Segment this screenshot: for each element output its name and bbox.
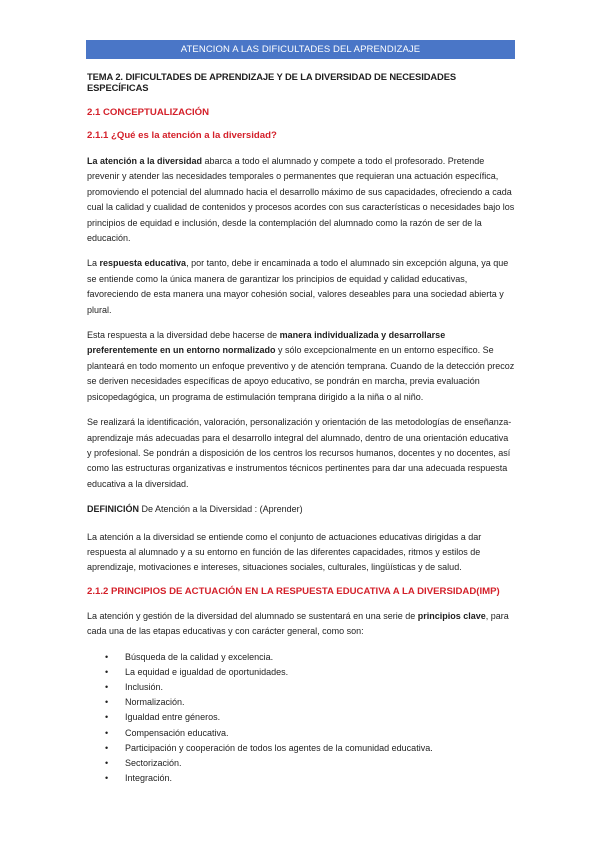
list-item-text: Integración.: [125, 773, 173, 784]
paragraph-1-bold: La atención a la diversidad: [87, 156, 203, 166]
paragraph-5: La atención a la diversidad se entiende como el conjunto de actuaciones educativas dirigidas a dar respuesta al alumnado y a su entorno en función de las diferentes capacidades, ritmos y estilos de aprendizaje, motivaciones e intereses, situaciones sociales, culturales, lingüísticas y de salud.: [87, 531, 482, 573]
bullet-icon: •: [105, 666, 109, 677]
list-item-text: Búsqueda de la calidad y excelencia.: [125, 651, 274, 662]
bullet-icon: •: [105, 712, 109, 723]
list-item-text: La equidad e igualdad de oportunidades.: [125, 666, 289, 677]
principles-list: [87, 650, 515, 787]
section-heading-2-1: 2.1 CONCEPTUALIZACIÓN: [87, 107, 210, 118]
definition-text: De Atención a la Diversidad : (Aprender): [139, 504, 303, 515]
list-item: [87, 680, 515, 695]
list-item: [87, 771, 515, 786]
section-heading-2-1-1: 2.1.1 ¿Qué es la atención a la diversidad?: [87, 130, 277, 141]
list-item-text: Inclusión.: [125, 681, 164, 692]
paragraph-3-text: y sólo excepcionalmente en un entorno específico. Se planteará en todo momento un enfoque preventivo y de atención temprana. Cuando de la detección precoz se deriven necesidades específicas de apoyo educativo, se pondrán en marcha, previa evaluación psicopedagógica, un programa de estimulación temprana dirigido a la niña o al niño.: [87, 345, 515, 402]
bullet-icon: •: [105, 773, 109, 784]
list-item-text: Sectorización.: [125, 757, 182, 768]
paragraph-6: [87, 609, 515, 640]
document-body: [87, 71, 515, 786]
paragraph-6-bold: principios clave: [417, 610, 486, 621]
list-item: [87, 710, 515, 725]
bullet-icon: •: [105, 742, 109, 753]
paragraph-2: [87, 256, 515, 318]
definition-label: DEFINICIÓN: [87, 504, 140, 515]
header-banner: ATENCION A LAS DIFICULTADES DEL APRENDIZAJE: [86, 40, 515, 59]
list-item-text: Participación y cooperación de todos los agentes de la comunidad educativa.: [125, 742, 433, 753]
list-item-text: Normalización.: [125, 697, 185, 708]
paragraph-2-pre: La: [87, 258, 100, 269]
paragraph-3-pre: Esta respuesta a la diversidad debe hacerse de: [87, 330, 280, 341]
list-item: [87, 726, 515, 741]
paragraph-2-bold: respuesta educativa: [99, 258, 187, 269]
paragraph-3-bold: manera individualizada y desarrollarse preferentemente en un entorno normalizado: [87, 330, 446, 356]
list-item-text: Igualdad entre géneros.: [125, 712, 221, 723]
paragraph-1-text: abarca a todo el alumnado y compete a todo el profesorado. Pretende prevenir y atender las necesidades temporales o permanentes que requieran una actuación específica, promoviendo el potencial del alumnado hacia el desarrollo máximo de sus capacidades, ofreciendo a cada cual la calidad y cualidad de contenidos y procesos acordes con sus características o necesidades bajo los principios de equidad e inclusión, desde la contemplación del alumnado como la razón de ser de la educación.: [87, 156, 515, 244]
bullet-icon: •: [105, 681, 109, 692]
bullet-icon: •: [105, 757, 109, 768]
list-item: [87, 741, 515, 756]
paragraph-2-text: , por tanto, debe ir encaminada a todo el alumnado sin excepción alguna, ya que se entiende como la única manera de garantizar los principios de equidad y calidad educativas, favoreciendo de esta manera una mayor cohesión social, valores deseables para una sociedad abierta y plural.: [87, 258, 509, 315]
paragraph-6-text: , para cada una de las etapas educativas y con carácter general, como son:: [87, 610, 509, 637]
bullet-icon: •: [105, 697, 109, 708]
list-item-text: Compensación educativa.: [125, 727, 229, 738]
list-item: [87, 756, 515, 771]
section-heading-2-1-2: 2.1.2 PRINCIPIOS DE ACTUACIÓN EN LA RESPUESTA EDUCATIVA A LA DIVERSIDAD(IMP): [87, 585, 500, 597]
list-item: [87, 695, 515, 710]
paragraph-1: [87, 154, 515, 246]
paragraph-4: Se realizará la identificación, valoración, personalización y orientación de las metodologías de enseñanza-aprendizaje más adecuadas para el desarrollo integral del alumnado, dentro de una orientación educativa y profesional. Se pondrán a disposición de los centros los recursos humanos, docentes y no docentes, así como las estructuras organizativas e instrumentos técnicos pertinentes para dar una adecuada respuesta educativa a la diversidad.: [87, 417, 512, 489]
bullet-icon: •: [105, 651, 109, 662]
list-item: [87, 650, 515, 665]
bullet-icon: •: [105, 727, 109, 738]
paragraph-6-pre: La atención y gestión de la diversidad del alumnado se sustentará en una serie de: [87, 610, 418, 621]
definition-line: [87, 502, 515, 517]
topic-title: TEMA 2. DIFICULTADES DE APRENDIZAJE Y DE LA DIVERSIDAD DE NECESIDADES ESPECÍFICAS: [87, 71, 457, 93]
list-item: [87, 665, 515, 680]
paragraph-3: [87, 328, 515, 405]
